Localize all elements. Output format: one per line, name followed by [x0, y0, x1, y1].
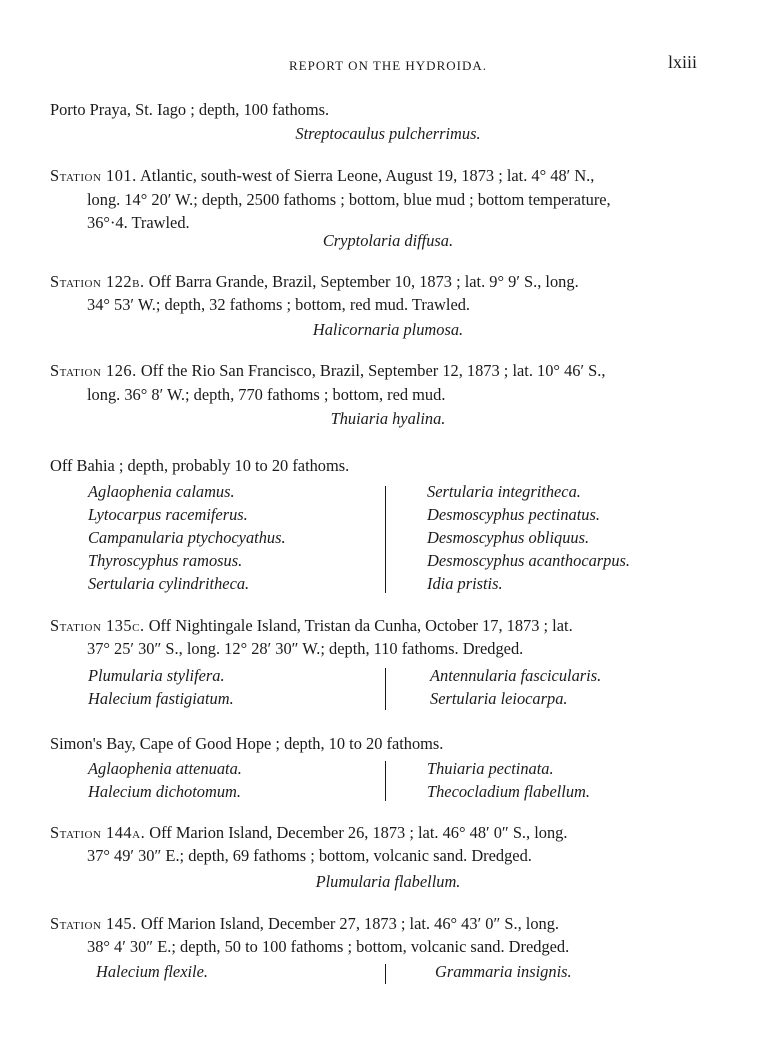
species-right-2: Sertularia leiocarpa. — [430, 689, 568, 708]
station-122b-line-2: 34° 53′ W.; depth, 32 fathoms ; bottom, red mud. Trawled. — [87, 295, 471, 314]
station-122b-line-1: Station 122b. Off Barra Grande, Brazil, September 10, 1873 ; lat. 9° 9′ S., long. — [50, 272, 579, 291]
station-126-line-1: Station 126. Off the Rio San Francisco, Brazil, September 12, 1873 ; lat. 10° 46′ S., — [50, 361, 606, 380]
porto-praya-line: Porto Praya, St. Iago ; depth, 100 fathoms. — [50, 100, 330, 119]
species-left-1: Aglaophenia calamus. — [88, 482, 235, 501]
species-left-1: Aglaophenia attenuata. — [88, 759, 242, 778]
species-thuiaria-hyalina: Thuiaria hyalina. — [330, 409, 446, 428]
station-145-line-1: Station 145. Off Marion Island, December 27, 1873 ; lat. 46° 43′ 0″ S., long. — [50, 914, 560, 933]
species-left-2: Halecium dichotomum. — [88, 782, 241, 801]
species-right-2: Desmoscyphus pectinatus. — [427, 505, 600, 524]
column-divider — [385, 486, 386, 593]
column-divider — [385, 964, 386, 984]
station-label: Station 126. — [50, 361, 137, 380]
species-right-1: Thuiaria pectinata. — [427, 759, 554, 778]
species-plumularia-flabellum: Plumularia flabellum. — [315, 872, 461, 891]
species-left-2: Lytocarpus racemiferus. — [88, 505, 248, 524]
species-halicornaria: Halicornaria plumosa. — [312, 320, 464, 339]
species-left-4: Thyroscyphus ramosus. — [88, 551, 243, 570]
species-right-1: Sertularia integritheca. — [427, 482, 581, 501]
species-streptocaulus: Streptocaulus pulcherrimus. — [295, 124, 481, 143]
station-145-line-2: 38° 4′ 30″ E.; depth, 50 to 100 fathoms ; bottom, volcanic sand. Dredged. — [87, 937, 570, 956]
station-label: Station 122b. — [50, 272, 145, 291]
species-left-2: Halecium fastigiatum. — [88, 689, 234, 708]
species-right-1: Antennularia fascicularis. — [430, 666, 602, 685]
station-126-line-2: long. 36° 8′ W.; depth, 770 fathoms ; bottom, red mud. — [87, 385, 446, 404]
station-101-line-3: 36°·4. Trawled. — [87, 213, 190, 232]
station-144a-line-2: 37° 49′ 30″ E.; depth, 69 fathoms ; bottom, volcanic sand. Dredged. — [87, 846, 532, 865]
column-divider — [385, 761, 386, 801]
station-label: Station 144a. — [50, 823, 146, 842]
simons-bay-line: Simon's Bay, Cape of Good Hope ; depth, 10 to 20 fathoms. — [50, 734, 444, 753]
column-divider — [385, 668, 386, 710]
station-135c-line-1: Station 135c. Off Nightingale Island, Tristan da Cunha, October 17, 1873 ; lat. — [50, 616, 573, 635]
station-label: Station 101. — [50, 166, 137, 185]
page-number: lxiii — [668, 52, 698, 72]
running-title: REPORT ON THE HYDROIDA. — [289, 58, 487, 73]
station-101-line-1: Station 101. Atlantic, south-west of Sierra Leone, August 19, 1873 ; lat. 4° 48′ N., — [50, 166, 595, 185]
station-label: Station 145. — [50, 914, 137, 933]
species-right-4: Desmoscyphus acanthocarpus. — [427, 551, 631, 570]
station-144a-line-1: Station 144a. Off Marion Island, December 26, 1873 ; lat. 46° 48′ 0″ S., long. — [50, 823, 568, 842]
off-bahia-line: Off Bahia ; depth, probably 10 to 20 fathoms. — [50, 456, 350, 475]
species-cryptolaria: Cryptolaria diffusa. — [322, 231, 454, 250]
species-left-3: Campanularia ptychocyathus. — [88, 528, 286, 547]
station-135c-line-2: 37° 25′ 30″ S., long. 12° 28′ 30″ W.; depth, 110 fathoms. Dredged. — [87, 639, 524, 658]
species-left-1: Halecium flexile. — [96, 962, 208, 981]
species-right-2: Thecocladium flabellum. — [427, 782, 590, 801]
species-right-3: Desmoscyphus obliquus. — [427, 528, 590, 547]
species-left-5: Sertularia cylindritheca. — [88, 574, 250, 593]
species-right-1: Grammaria insignis. — [435, 962, 572, 981]
station-label: Station 135c. — [50, 616, 145, 635]
species-right-5: Idia pristis. — [427, 574, 503, 593]
station-101-line-2: long. 14° 20′ W.; depth, 2500 fathoms ; bottom, blue mud ; bottom temperature, — [87, 190, 611, 209]
species-left-1: Plumularia stylifera. — [88, 666, 225, 685]
